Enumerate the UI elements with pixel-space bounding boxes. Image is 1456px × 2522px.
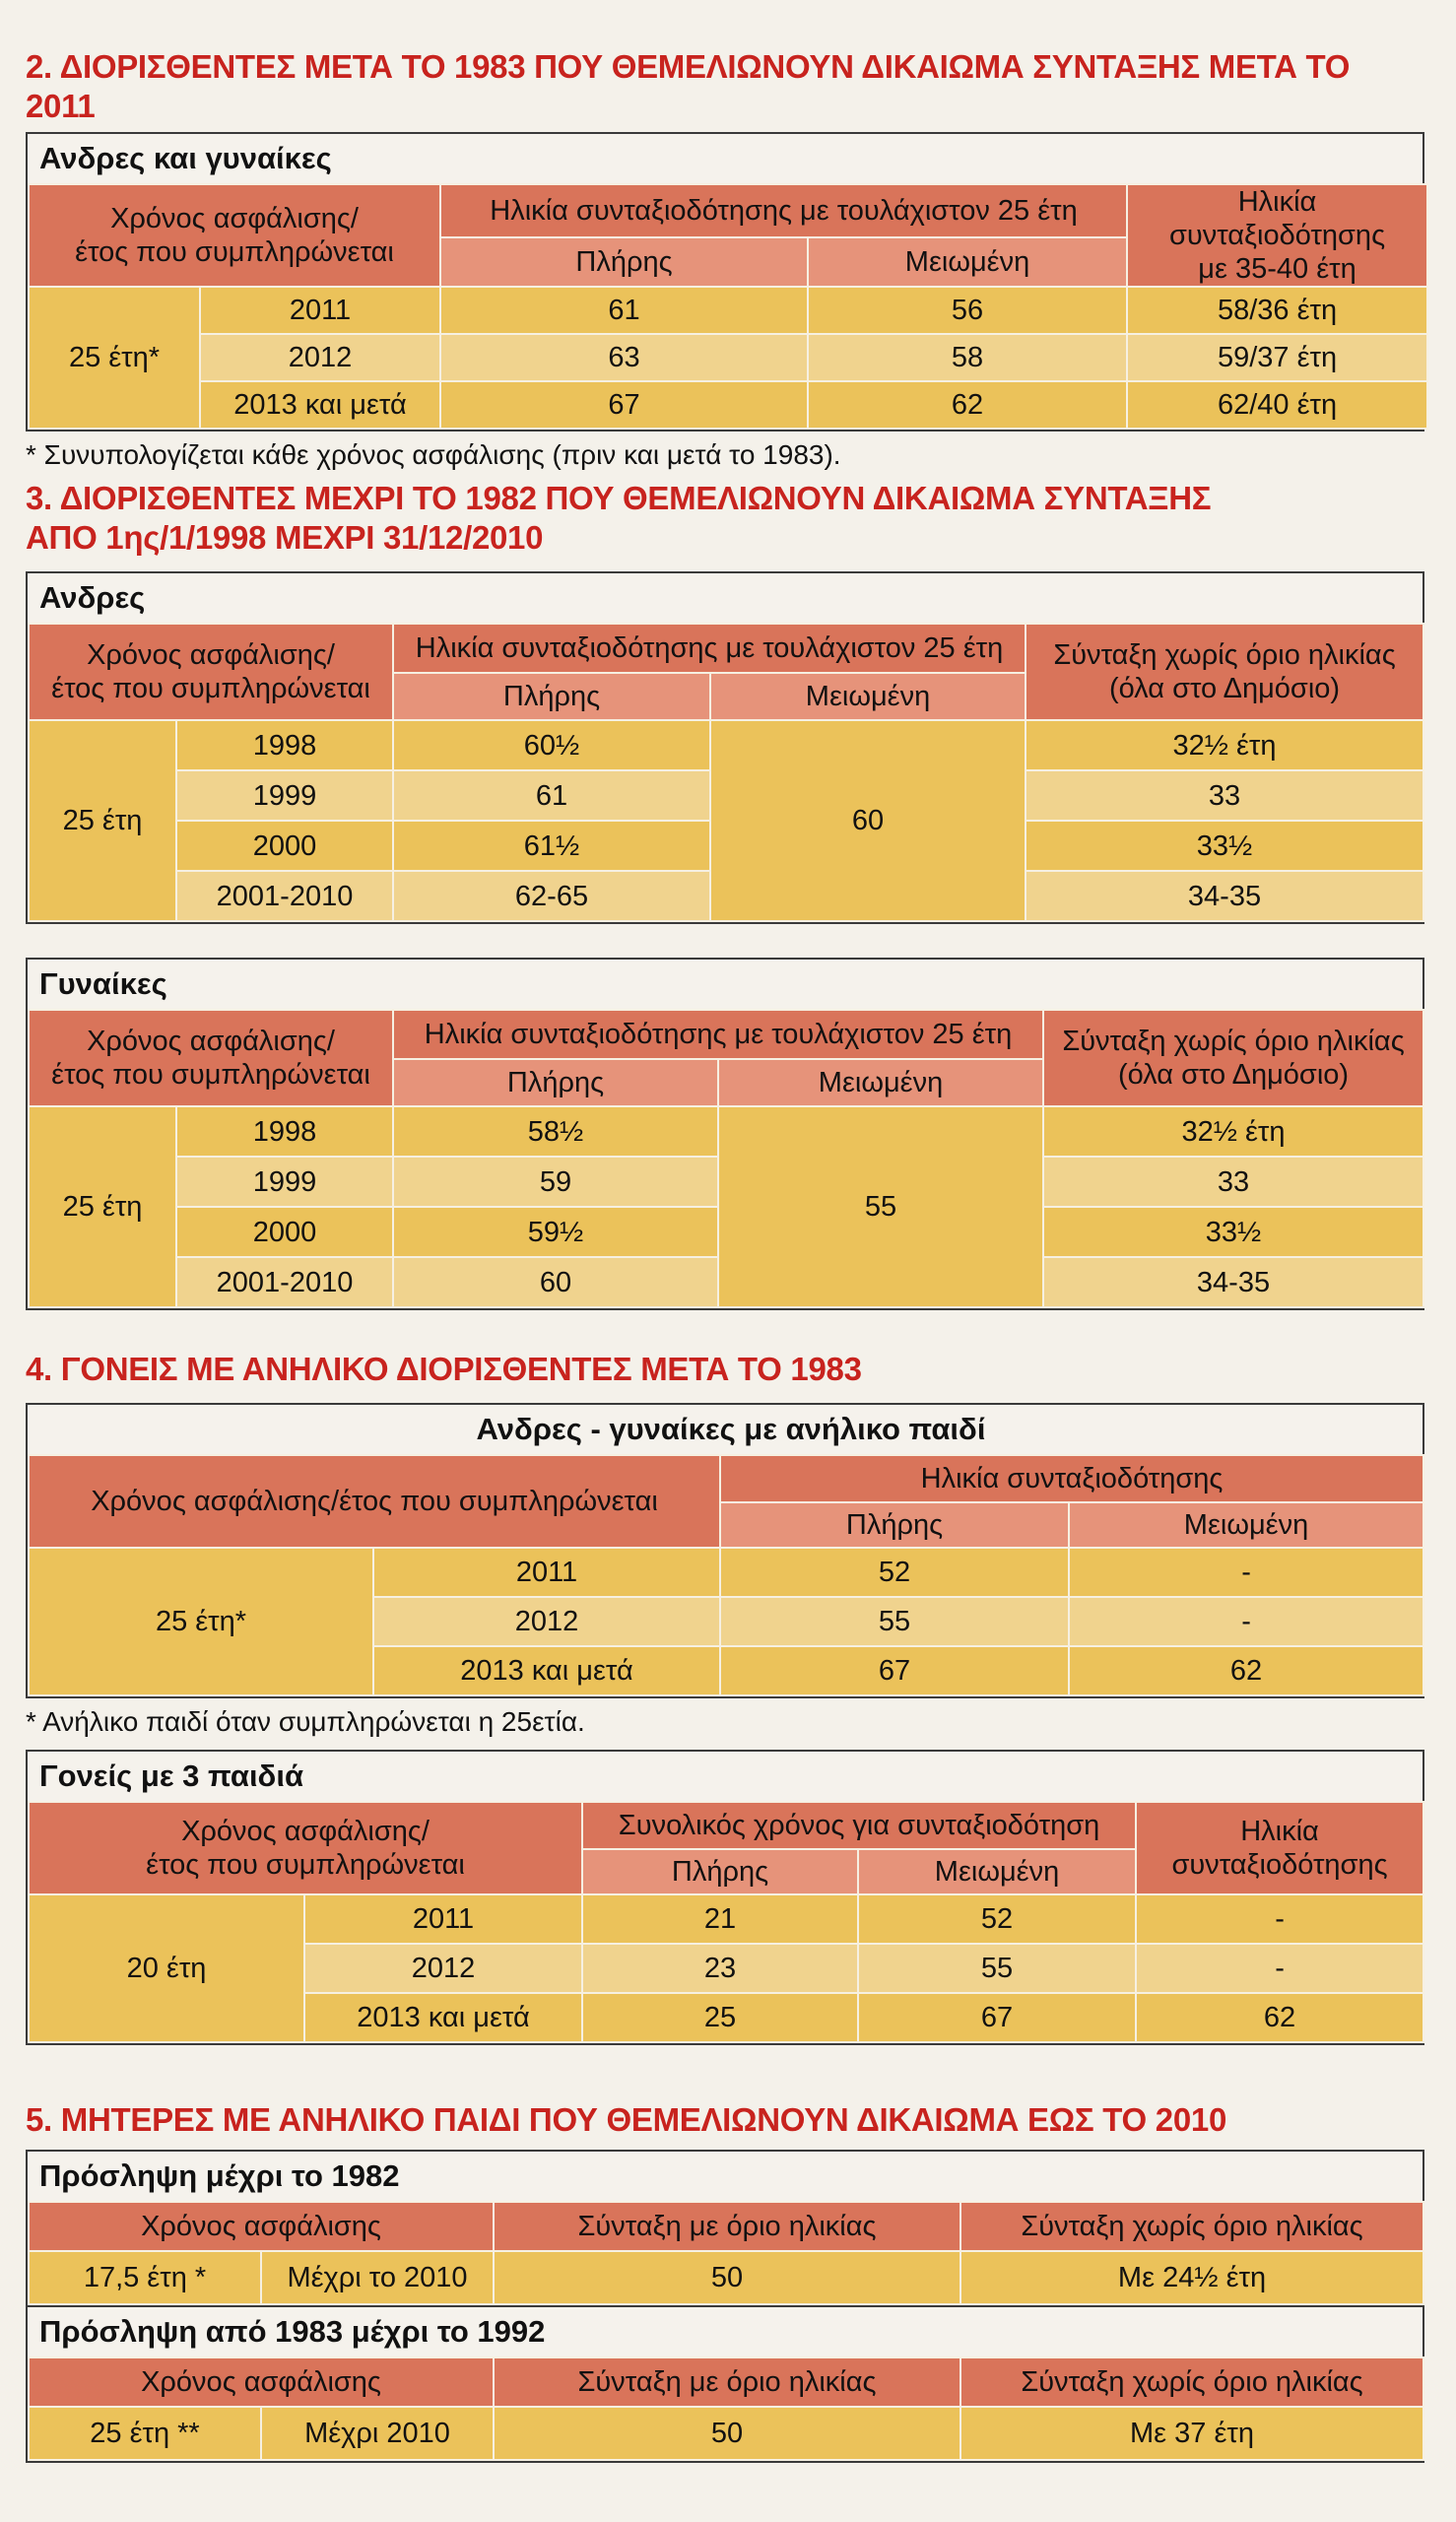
reduced-cell: 58 [808,334,1127,381]
group-label: 25 έτη* [29,287,200,429]
header-years: Χρόνος ασφάλισης/έτος που συμπληρώνεται [29,1455,720,1548]
full-cell: 59½ [393,1207,718,1257]
year-cell: 2012 [200,334,440,381]
header-full: Πλήρης [582,1849,858,1894]
section-4 [26,1350,1424,2045]
header-age: Σύνταξη με όριο ηλικίας [494,2357,960,2407]
box-title: Γονείς με 3 παιδιά [26,1750,1424,1801]
box-title: Γυναίκες [26,958,1424,1009]
full-cell: 63 [440,334,808,381]
reduced-cell: 55 [718,1106,1043,1307]
other-cell: 59/37 έτη [1127,334,1427,381]
until-cell: Μέχρι το 2010 [261,2251,494,2304]
group-label: 25 έτη* [29,1548,373,1695]
box-title: Ανδρες - γυναίκες με ανήλικο παιδί [26,1403,1424,1454]
header-no-age: Σύνταξη χωρίς όριο ηλικίας [960,2357,1423,2407]
section-2-title: 2. ΔΙΟΡΙΣΘΕΝΤΕΣ ΜΕΤΑ ΤΟ 1983 ΠΟΥ ΘΕΜΕΛΙΩΝΟΥΝ ΔΙΚΑΙΩΜΑ ΣΥΝΤΑΞΗΣ ΜΕΤΑ ΤΟ 2011 [26,48,1351,124]
reduced-cell: - [1069,1597,1423,1646]
full-cell: 59 [393,1157,718,1207]
section-5-title: 5. ΜΗΤΕΡΕΣ ΜΕ ΑΝΗΛΙΚΟ ΠΑΙΔΙ ΠΟΥ ΘΕΜΕΛΙΩΝΟΥΝ ΔΙΚΑΙΩΜΑ ΕΩΣ ΤΟ 2010 [26,2101,1226,2138]
header-full: Πλήρης [393,673,710,720]
header-full: Πλήρης [393,1059,718,1106]
age-cell: - [1136,1894,1423,1944]
header-full: Πλήρης [440,237,808,287]
footnote: * Συνυπολογίζεται κάθε χρόνος ασφάλισης (πριν και μετά το 1983). [26,439,841,470]
year-cell: 2001-2010 [176,1257,393,1307]
until-cell: Μέχρι 2010 [261,2407,494,2460]
header-age-25: Ηλικία συνταξιοδότησης με τουλάχιστον 25 έτη [440,184,1127,237]
year-cell: 2013 και μετά [200,381,440,429]
year-cell: 2013 και μετά [304,1993,582,2042]
group-label: 25 έτη [29,720,176,921]
header-reduced: Μειωμένη [858,1849,1136,1894]
year-cell: 1999 [176,1157,393,1207]
year-cell: 1998 [176,1106,393,1157]
header-no-age: Σύνταξη χωρίς όριο ηλικίας (όλα στο Δημόσιο) [1026,624,1423,720]
full-cell: 25 [582,1993,858,2042]
age-cell: 50 [494,2251,960,2304]
reduced-cell: - [1069,1548,1423,1597]
no-age-cell: 33 [1026,770,1423,821]
full-cell: 55 [720,1597,1069,1646]
year-cell: 2011 [200,287,440,334]
year-cell: 2012 [304,1944,582,1993]
header-years: Χρόνος ασφάλισης [29,2202,494,2251]
header-age-25: Ηλικία συνταξιοδότησης με τουλάχιστον 25 έτη [393,624,1026,673]
no-age-cell: 32½ έτη [1026,720,1423,770]
header-age-35-40: Ηλικία συνταξιοδότησης με 35-40 έτη [1127,184,1427,287]
header-years: Χρόνος ασφάλισης/ έτος που συμπληρώνεται [29,184,440,287]
full-cell: 21 [582,1894,858,1944]
section-3-title-line-2: ΑΠΟ 1ης/1/1998 ΜΕΧΡΙ 31/12/2010 [26,519,544,556]
no-age-cell: 34-35 [1026,871,1423,921]
full-cell: 62-65 [393,871,710,921]
years-cell: 17,5 έτη * [29,2251,261,2304]
header-age-25: Ηλικία συνταξιοδότησης με τουλάχιστον 25 έτη [393,1010,1043,1059]
no-age-cell: 33½ [1043,1207,1423,1257]
age-cell: 50 [494,2407,960,2460]
header-total: Συνολικός χρόνος για συνταξιοδότηση [582,1802,1136,1849]
reduced-cell: 56 [808,287,1127,334]
full-cell: 61½ [393,821,710,871]
section-3 [26,479,1424,1310]
header-no-age: Σύνταξη χωρίς όριο ηλικίας (όλα στο Δημόσιο) [1043,1010,1423,1106]
year-cell: 1998 [176,720,393,770]
full-cell: 23 [582,1944,858,1993]
full-cell: 67 [720,1646,1069,1695]
table-three-children [28,1801,1424,2043]
footnote: * Ανήλικο παιδί όταν συμπληρώνεται η 25ετία. [26,1706,585,1737]
no-age-cell: Με 24½ έτη [960,2251,1423,2304]
reduced-cell: 67 [858,1993,1136,2042]
age-cell: 62 [1136,1993,1423,2042]
header-no-age: Σύνταξη χωρίς όριο ηλικίας [960,2202,1423,2251]
header-reduced: Μειωμένη [710,673,1026,720]
header-age: Ηλικία συνταξιοδότησης [720,1455,1423,1502]
table-hired-1983-1992 [28,2356,1424,2461]
reduced-cell: 55 [858,1944,1136,1993]
header-years: Χρόνος ασφάλισης/ έτος που συμπληρώνεται [29,1802,582,1894]
group-label: 25 έτη [29,1106,176,1307]
header-reduced: Μειωμένη [718,1059,1043,1106]
year-cell: 1999 [176,770,393,821]
year-cell: 2011 [304,1894,582,1944]
years-cell: 25 έτη ** [29,2407,261,2460]
header-years: Χρόνος ασφάλισης/ έτος που συμπληρώνεται [29,624,393,720]
header-age: Σύνταξη με όριο ηλικίας [494,2202,960,2251]
full-cell: 61 [393,770,710,821]
reduced-cell: 62 [808,381,1127,429]
box-title: Πρόσληψη μέχρι το 1982 [26,2150,1424,2201]
full-cell: 61 [440,287,808,334]
header-years: Χρόνος ασφάλισης [29,2357,494,2407]
box-title: Ανδρες και γυναίκες [26,132,1424,183]
table-hired-until-1982 [28,2201,1424,2305]
group-label: 20 έτη [29,1894,304,2042]
no-age-cell: 33 [1043,1157,1423,1207]
other-cell: 58/36 έτη [1127,287,1427,334]
section-2 [26,47,1424,475]
no-age-cell: 32½ έτη [1043,1106,1423,1157]
section-5 [26,2100,1424,2463]
full-cell: 67 [440,381,808,429]
reduced-cell: 62 [1069,1646,1423,1695]
year-cell: 2011 [373,1548,720,1597]
year-cell: 2001-2010 [176,871,393,921]
table-men [28,623,1424,922]
full-cell: 52 [720,1548,1069,1597]
full-cell: 58½ [393,1106,718,1157]
table-minor-child [28,1454,1424,1696]
section-3-title-line-1: 3. ΔΙΟΡΙΣΘΕΝΤΕΣ ΜΕΧΡΙ ΤΟ 1982 ΠΟΥ ΘΕΜΕΛΙΩΝΟΥΝ ΔΙΚΑΙΩΜΑ ΣΥΝΤΑΞΗΣ [26,480,1212,516]
age-cell: - [1136,1944,1423,1993]
table-section-2 [28,183,1428,430]
no-age-cell: 33½ [1026,821,1423,871]
header-reduced: Μειωμένη [1069,1502,1423,1548]
box-title: Ανδρες [26,571,1424,623]
no-age-cell: Με 37 έτη [960,2407,1423,2460]
year-cell: 2000 [176,821,393,871]
reduced-cell: 60 [710,720,1026,921]
year-cell: 2013 και μετά [373,1646,720,1695]
table-women [28,1009,1424,1308]
header-age: Ηλικία συνταξιοδότησης [1136,1802,1423,1894]
box-title: Πρόσληψη από 1983 μέχρι το 1992 [26,2305,1424,2356]
full-cell: 60 [393,1257,718,1307]
section-4-title: 4. ΓΟΝΕΙΣ ΜΕ ΑΝΗΛΙΚΟ ΔΙΟΡΙΣΘΕΝΤΕΣ ΜΕΤΑ ΤΟ 1983 [26,1351,862,1387]
full-cell: 60½ [393,720,710,770]
year-cell: 2000 [176,1207,393,1257]
header-years: Χρόνος ασφάλισης/ έτος που συμπληρώνεται [29,1010,393,1106]
header-full: Πλήρης [720,1502,1069,1548]
no-age-cell: 34-35 [1043,1257,1423,1307]
year-cell: 2012 [373,1597,720,1646]
header-reduced: Μειωμένη [808,237,1127,287]
reduced-cell: 52 [858,1894,1136,1944]
other-cell: 62/40 έτη [1127,381,1427,429]
